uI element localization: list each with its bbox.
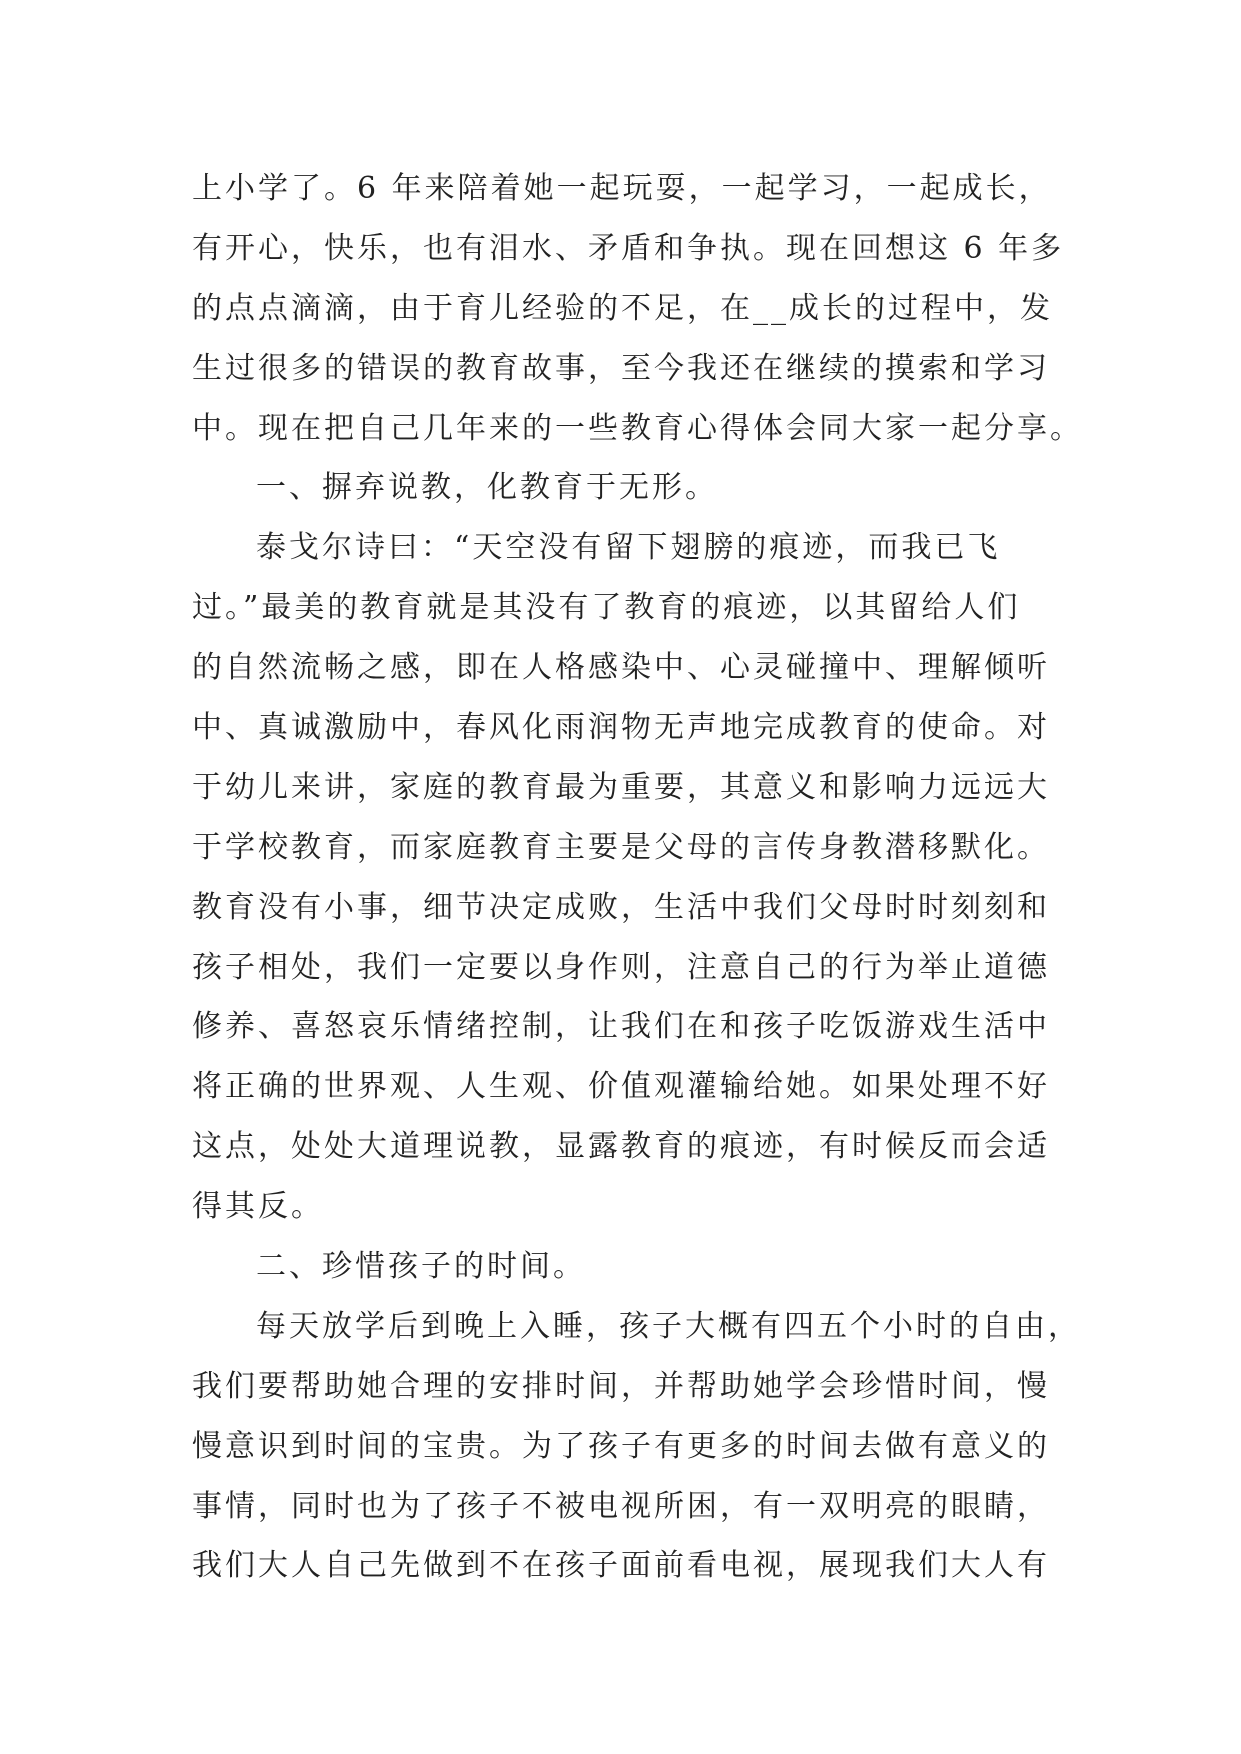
text-line: 的点点滴滴，由于育儿经验的不足，在__成长的过程中，发 bbox=[192, 290, 1053, 326]
text-line: 一、摒弃说教，化教育于无形。 bbox=[256, 470, 718, 506]
text-line: 教育没有小事，细节决定成败，生活中我们父母时时刻刻和 bbox=[192, 889, 1050, 925]
text-line: 修养、喜怒哀乐情绪控制，让我们在和孩子吃饭游戏生活中 bbox=[192, 1009, 1050, 1045]
text-line: 过。”最美的教育就是其没有了教育的痕迹，以其留给人们 bbox=[192, 590, 1021, 626]
text-line: 于幼儿来讲，家庭的教育最为重要，其意义和影响力远远大 bbox=[192, 769, 1050, 805]
text-line: 中、真诚激励中，春风化雨润物无声地完成教育的使命。对 bbox=[192, 710, 1050, 746]
text-line: 我们要帮助她合理的安排时间，并帮助她学会珍惜时间，慢 bbox=[192, 1368, 1050, 1404]
text-line: 生过很多的错误的教育故事，至今我还在继续的摸索和学习 bbox=[192, 350, 1050, 386]
text-line: 的自然流畅之感，即在人格感染中、心灵碰撞中、理解倾听 bbox=[192, 650, 1050, 686]
text-line: 有开心，快乐，也有泪水、矛盾和争执。现在回想这 6 年多 bbox=[192, 230, 1065, 266]
text-line: 二、珍惜孩子的时间。 bbox=[256, 1249, 586, 1285]
text-line: 泰戈尔诗曰：“天空没有留下翅膀的痕迹，而我已飞 bbox=[256, 530, 1001, 566]
text-line: 我们大人自己先做到不在孩子面前看电视，展现我们大人有 bbox=[192, 1548, 1050, 1584]
text-line: 上小学了。6 年来陪着她一起玩耍，一起学习，一起成长， bbox=[192, 171, 1052, 206]
text-line: 这点，处处大道理说教，显露教育的痕迹，有时候反而会适 bbox=[192, 1129, 1050, 1165]
text-line: 慢意识到时间的宝贵。为了孩子有更多的时间去做有意义的 bbox=[192, 1428, 1050, 1464]
text-line: 每天放学后到晚上入睡，孩子大概有四五个小时的自由， bbox=[256, 1308, 1081, 1344]
body-text bbox=[192, 159, 1083, 1596]
text-line: 中。现在把自己几年来的一些教育心得体会同大家一起分享。 bbox=[192, 410, 1083, 446]
text-line: 于学校教育，而家庭教育主要是父母的言传身教潜移默化。 bbox=[192, 829, 1050, 865]
text-line: 将正确的世界观、人生观、价值观灌输给她。如果处理不好 bbox=[192, 1069, 1050, 1105]
text-line: 得其反。 bbox=[192, 1189, 324, 1225]
text-line: 事情，同时也为了孩子不被电视所困，有一双明亮的眼睛， bbox=[192, 1488, 1050, 1524]
text-line: 孩子相处，我们一定要以身作则，注意自己的行为举止道德 bbox=[192, 949, 1050, 985]
